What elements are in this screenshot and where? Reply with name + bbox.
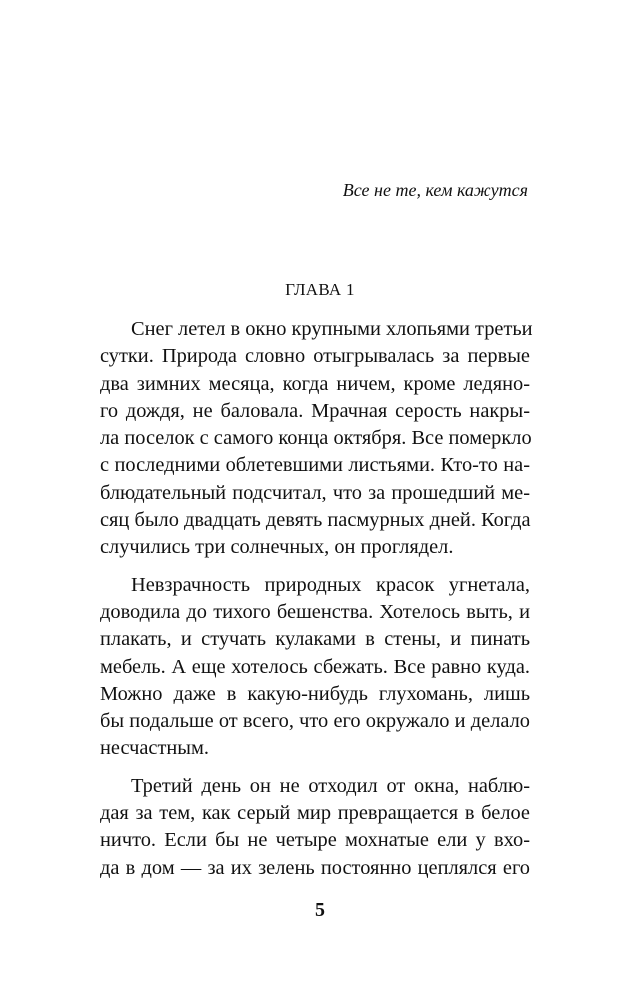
- text-line: ничто. Если бы не четыре мохнатые ели у вхо-: [100, 829, 530, 852]
- text-line: Можно даже в какую-нибудь глухомань, лишь: [100, 682, 530, 705]
- text-line: Третий день он не отходил от окна, наблю-: [131, 774, 530, 797]
- text-line: блюдательный подсчитал, что за прошедший ме-: [100, 481, 530, 504]
- text-line: да в дом — за их зелень постоянно цеплялся его: [100, 856, 530, 879]
- text-line: с последними облетевшими листьями. Кто-то на-: [100, 454, 530, 477]
- text-line: дая за тем, как серый мир превращается в белое: [100, 802, 530, 825]
- body-text: [100, 316, 533, 892]
- paragraph-3: [100, 773, 530, 882]
- paragraph-2: [100, 572, 530, 763]
- text-line: сяц было двадцать девять пасмурных дней. Когда: [100, 509, 531, 532]
- text-line: мебель. А еще хотелось сбежать. Все равно куда.: [100, 655, 530, 678]
- running-head: Все не те, кем кажутся: [342, 180, 528, 200]
- text-line: Снег летел в окно крупными хлопьями третьи: [131, 318, 533, 340]
- text-line: доводила до тихого бешенства. Хотелось выть, и: [100, 600, 530, 623]
- text-line: сутки. Природа словно отыгрывалась за первые: [100, 345, 530, 368]
- text-line: несчастным.: [100, 737, 209, 760]
- text-line: случились три солнечных, он проглядел.: [100, 536, 454, 559]
- text-line: бы подальше от всего, что его окружало и делало: [100, 710, 530, 733]
- text-line: ла поселок с самого конца октября. Все померкло: [100, 427, 532, 450]
- paragraph-1: [100, 316, 533, 562]
- page-number: 5: [315, 899, 325, 921]
- text-line: Невзрачность природных красок угнетала,: [131, 573, 530, 596]
- text-line: го дождя, не баловала. Мрачная серость накры-: [100, 399, 530, 422]
- text-line: два зимних месяца, когда ничем, кроме ледяно-: [100, 372, 530, 395]
- text-line: плакать, и стучать кулаками в стены, и пинать: [100, 628, 530, 651]
- chapter-title: ГЛАВА 1: [285, 280, 355, 299]
